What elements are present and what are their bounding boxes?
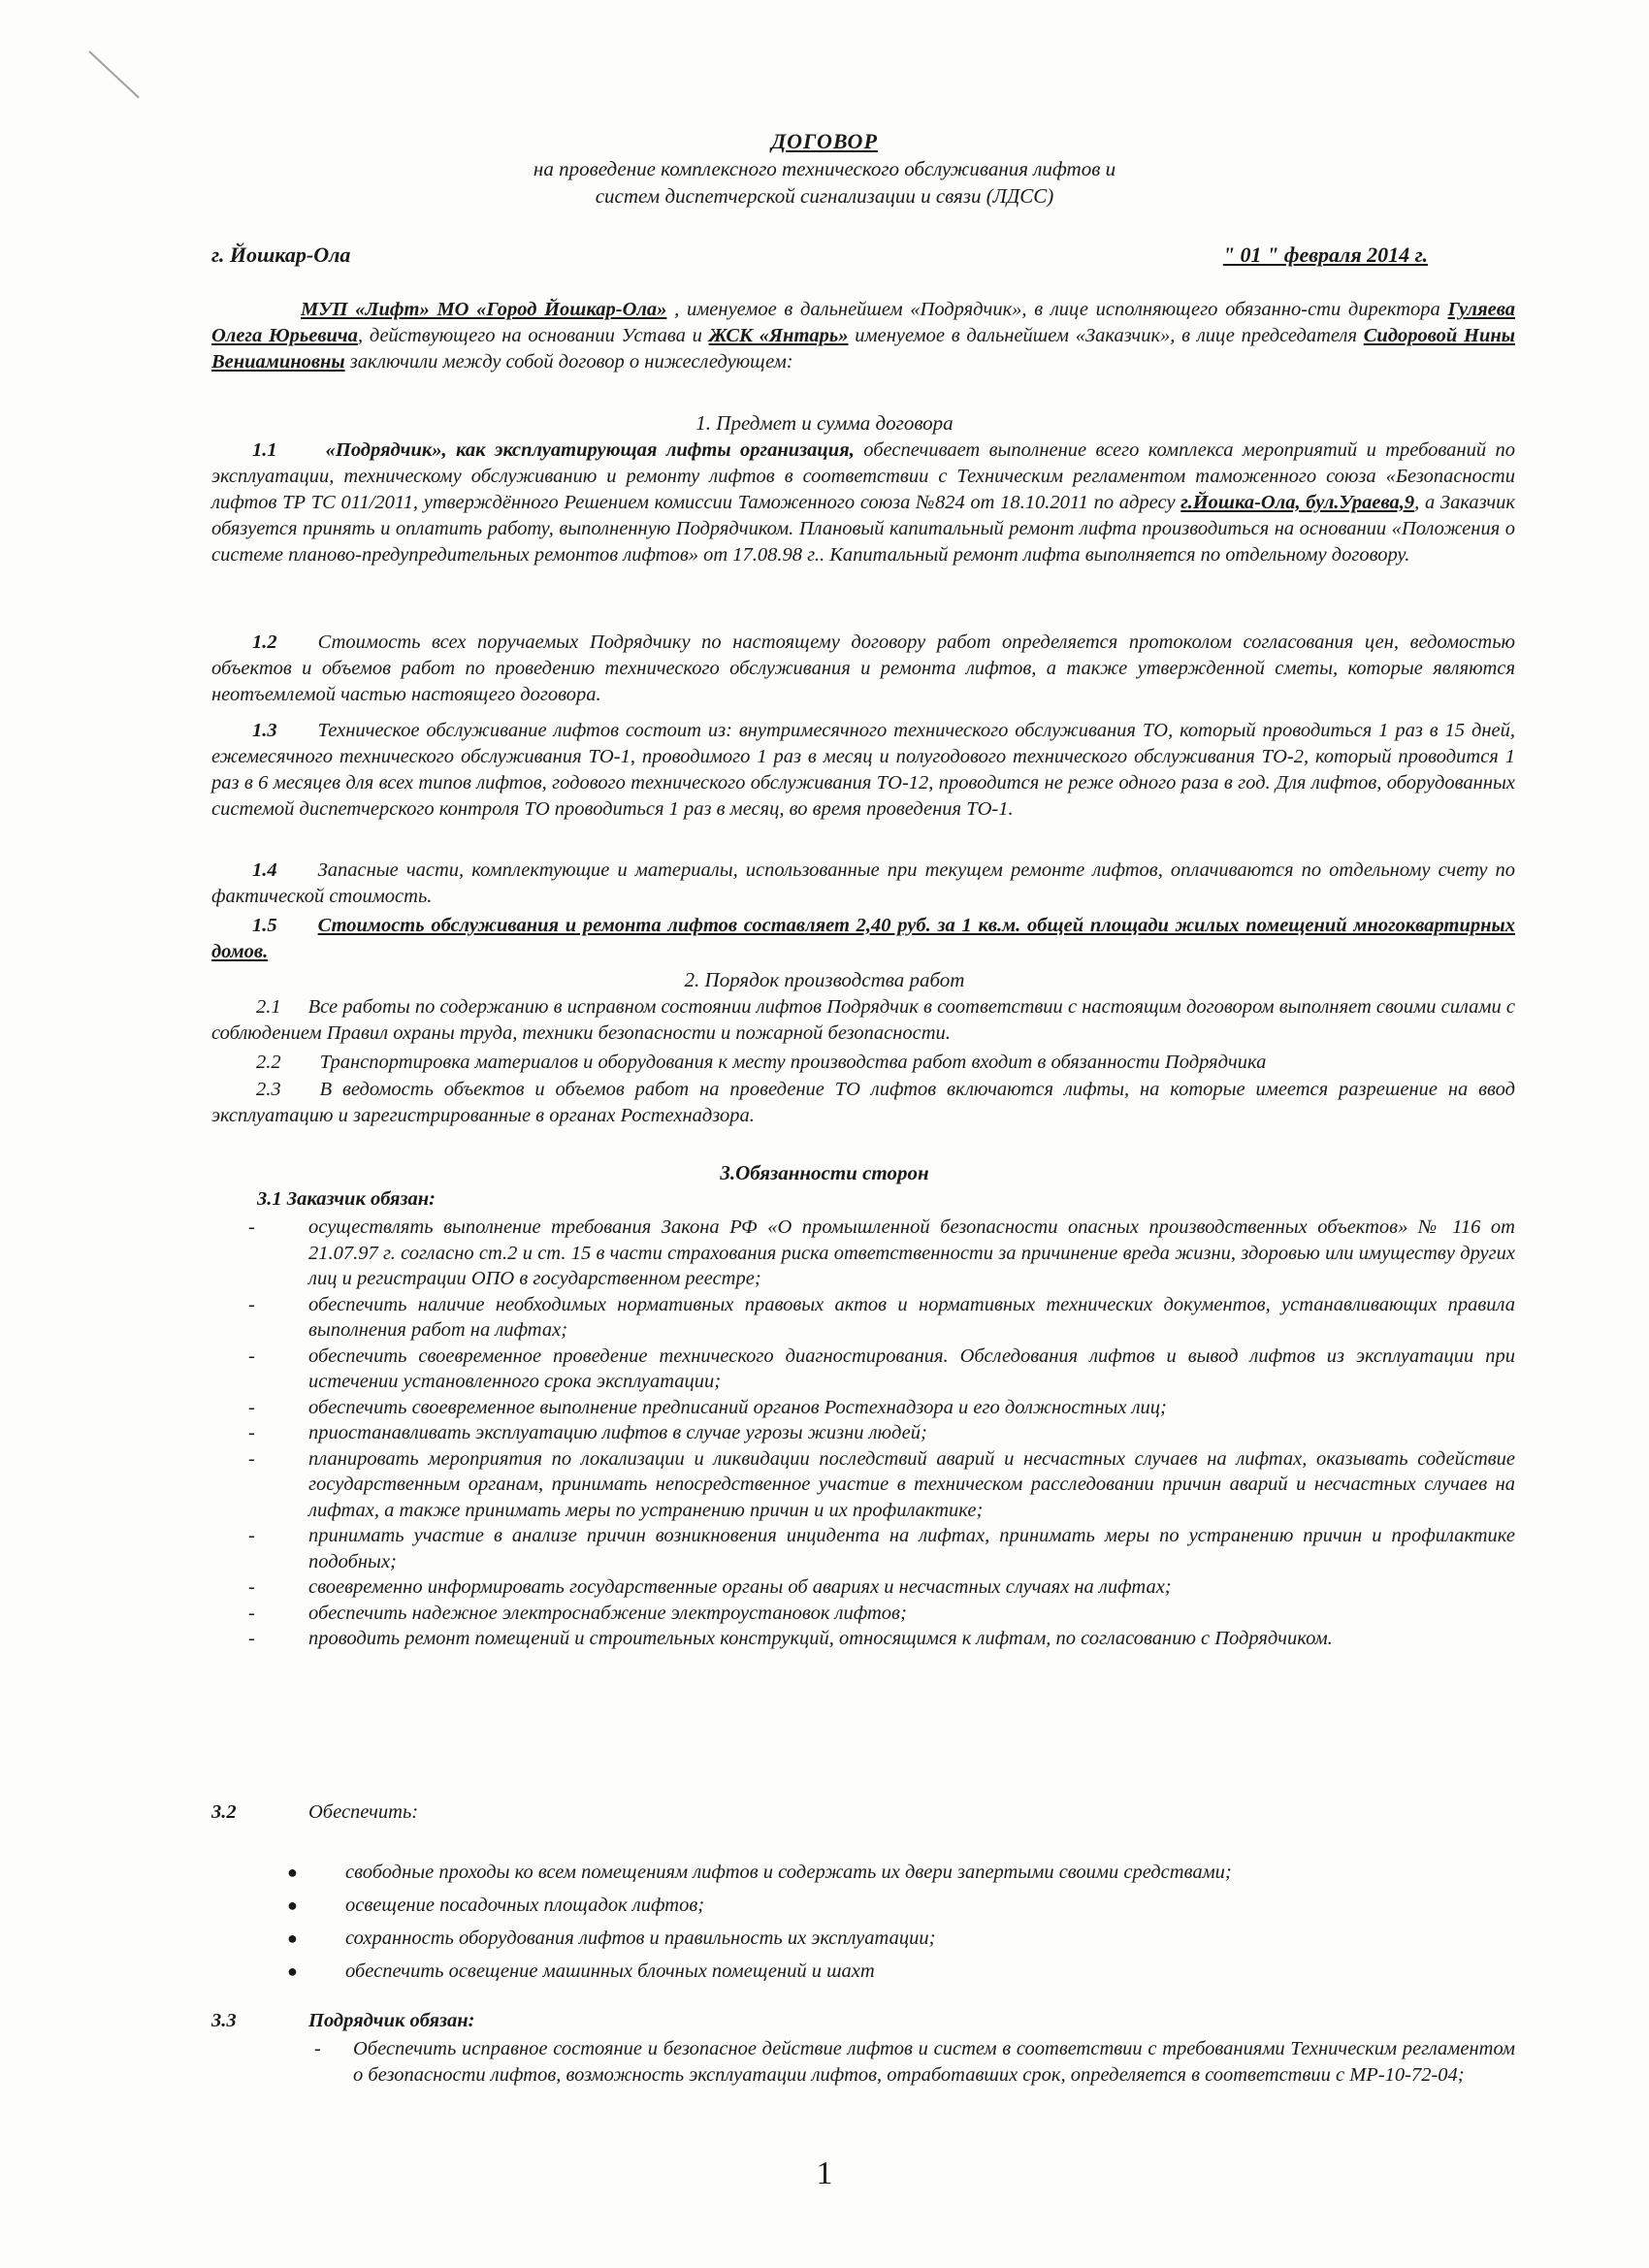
clause-number: 1.3: [252, 720, 277, 741]
list-item: [248, 1446, 1515, 1524]
staple-mark: [88, 50, 140, 98]
list-item-text: проводить ремонт помещений и строительных конструкций, относящимся к лифтам, по согласованию с Подрядчиком.: [308, 1628, 1333, 1649]
clause-text: , а Заказчик обязуется принять и оплатить работу, выполненную Подрядчиком. Плановый капитальный ремонт лифта производиться на основании «Положения о системе планово-предупредительных ремонтов лифтов» от 17.08.98 г.. Капитальный ремонт лифта выполняется по отдельному договору.: [211, 492, 1515, 566]
section-3-heading: 3.Обязанности сторон: [720, 1161, 929, 1184]
clause-2-1: [211, 994, 1515, 1047]
dash-marker: -: [248, 1396, 255, 1418]
clause-number: 2.3: [256, 1079, 281, 1100]
clause-2-3: [211, 1077, 1515, 1129]
section-2-heading: 2. Порядок производства работ: [684, 968, 965, 991]
clause-text: Все работы по содержанию в исправном состоянии лифтов Подрядчик в соответствии с настоящим договором выполняет своими силами с соблюдением Правил охраны труда, техники безопасности и пожарной безопасности.: [211, 996, 1515, 1044]
clause-number: 1.2: [252, 632, 277, 653]
contract-city: г. Йошкар-Ола: [211, 243, 351, 267]
list-item-text: приостанавливать эксплуатацию лифтов в случае угрозы жизни людей;: [308, 1422, 927, 1443]
clause-1-2: [211, 630, 1515, 708]
list-item-text: своевременно информировать государственные органы об авариях и несчастных случаях на лифтах;: [308, 1576, 1172, 1598]
clause-number: 2.2: [256, 1052, 281, 1073]
contract-date: " 01 " февраля 2014 г.: [1222, 243, 1428, 267]
clause-3-2-label: Обеспечить:: [308, 1801, 419, 1823]
service-cost: Стоимость обслуживания и ремонта лифтов составляет 2,40 руб. за 1 кв.м. общей площади жилых помещений многоквартирных домов.: [211, 915, 1515, 962]
clause-text: Запасные части, комплектующие и материалы, использованные при текущем ремонте лифтов, оплачиваются по отдельному счету по фактической стоимость.: [211, 859, 1515, 907]
clause-text: Транспортировка материалов и оборудования к месту производства работ входит в обязанности Подрядчика: [319, 1052, 1267, 1073]
list-item: [248, 1395, 1515, 1421]
list-item: [287, 1856, 1509, 1889]
list-item-text: Обеспечить исправное состояние и безопасное действие лифтов и систем в соответствии с требованиями Техническим регламентом о безопасности лифтов, возможность эксплуатации лифтов, отработавших срок, определяется в соответствии с МР-10-72-04;: [353, 2038, 1515, 2086]
list-item-text: обеспечить надежное электроснабжение электроустановок лифтов;: [308, 1602, 907, 1624]
clause-1-1-bold: «Подрядчик», как эксплуатирующая лифты организация,: [325, 439, 855, 461]
preamble-text: заключили между собой договор о нижеследующем:: [344, 351, 793, 373]
dash-marker: -: [248, 1422, 255, 1443]
list-item-text: планировать мероприятия по локализации и ликвидации последствий аварий и несчастных случаев на лифтах, оказывать содействие государственным органам, принимать непосредственное участие в техническом расследовании причин аварий и несчастных случаев на лифтах, а также принимать меры по устранению причин и их профилактике;: [308, 1447, 1515, 1521]
contractor-name: МУП «Лифт» МО «Город Йошкар-Ола»: [301, 299, 667, 320]
list-item-text: обеспечить освещение машинных блочных помещений и шахт: [345, 1960, 875, 1982]
clause-1-1: [211, 437, 1515, 568]
list-item: [248, 1420, 1515, 1446]
list-item-text: осуществлять выполнение требования Закона РФ «О промышленной безопасности опасных производственных объектов» № 116 от 21.07.97 г. согласно ст.2 и ст. 15 в части страхования риска ответственности за причинение вреда жизни, здоровью или имуществу других лиц и регистрации ОПО в государственном реестре;: [308, 1216, 1515, 1289]
list-item: [248, 1574, 1515, 1601]
list-item: [287, 1922, 1509, 1955]
page-number: 1: [816, 2155, 833, 2191]
list-item-text: обеспечить наличие необходимых нормативных правовых актов и нормативных технических документов, устанавливающих правила выполнения работ на лифтах;: [308, 1293, 1515, 1341]
clause-text: обеспечивает выполнение всего комплекса мероприятий и требований по эксплуатации, техническому обслуживанию и ремонту лифтов в соответствии с Техническим регламентом таможенного союза «Безопасности лифтов ТР ТС 011/2011, утверждённого Решением комиссии Таможенного союза №824 от 18.10.2011 по адресу: [211, 439, 1515, 513]
director-name: Гуляева Олега Юрьевича: [211, 299, 1515, 346]
clause-number: 1.5: [252, 915, 277, 936]
list-item: [248, 1344, 1515, 1395]
contractor-obligations-label: Подрядчик обязан:: [308, 2010, 475, 2031]
dash-marker: -: [248, 1576, 255, 1598]
customer-obligations-label: 3.1 Заказчик обязан:: [257, 1188, 436, 1210]
list-item: [248, 1523, 1515, 1574]
list-item-text: освещение посадочных площадок лифтов;: [345, 1895, 705, 1916]
list-item: [248, 1215, 1515, 1292]
dash-marker: -: [248, 1293, 255, 1315]
dash-marker: -: [314, 2038, 321, 2059]
clause-3-2-number: 3.2: [211, 1801, 237, 1823]
list-item-text: обеспечить своевременное выполнение предписаний органов Ростехнадзора и его должностных лиц;: [308, 1396, 1167, 1418]
clause-3-3-number: 3.3: [211, 2010, 237, 2031]
list-item-text: свободные проходы ко всем помещениям лифтов и содержать их двери запертыми своими средствами;: [345, 1862, 1232, 1883]
dash-marker: -: [248, 1345, 255, 1367]
clause-text: Техническое обслуживание лифтов состоит из: внутримесячного технического обслуживания ТО, который проводиться 1 раз в 15 дней, ежемесячного технического обслуживания ТО-1, проводимого 1 раз в месяц и полугодового технического обслуживания ТО-2, который проводится 1 раз в 6 месяцев для всех типов лифтов, годового технического обслуживания ТО-12, проводится не реже одного раза в год. Для лифтов, оборудованных системой диспетчерского контроля ТО проводиться 1 раз в месяц, во время проведения ТО-1.: [211, 720, 1515, 820]
dash-marker: -: [248, 1447, 255, 1470]
dash-marker: -: [248, 1525, 255, 1546]
list-item: [248, 1601, 1515, 1627]
list-item-text: принимать участие в анализе причин возникновения инцидента на лифтах, принимать меры по устранению причин и профилактике подобных;: [308, 1525, 1515, 1572]
document-title: ДОГОВОР: [771, 129, 878, 153]
bullet-marker: ●: [287, 1928, 298, 1948]
dash-marker: -: [248, 1602, 255, 1624]
section-1-heading: 1. Предмет и сумма договора: [695, 411, 954, 435]
object-address: г.Йошка-Ола, бул.Ураева,9: [1180, 492, 1415, 513]
list-item-text: сохранность оборудования лифтов и правильность их эксплуатации;: [345, 1928, 936, 1949]
customer-name: ЖСК «Янтарь»: [708, 325, 849, 346]
dash-marker: -: [248, 1628, 255, 1649]
clause-number: 2.1: [256, 996, 281, 1018]
document-subtitle-line1: на проведение комплексного технического обслуживания лифтов и: [533, 157, 1116, 180]
contractor-obligations-list: [314, 2036, 1515, 2088]
clause-1-3: [211, 718, 1515, 823]
list-item: [314, 2036, 1515, 2088]
clause-1-4: [211, 858, 1515, 910]
list-item-text: обеспечить своевременное проведение технического диагностирования. Обследования лифтов и вывод лифтов из эксплуатации при истечении установленного срока эксплуатации;: [308, 1345, 1515, 1392]
list-item: [287, 1955, 1509, 1988]
bullet-marker: ●: [287, 1863, 298, 1882]
clause-number: 1.1: [252, 439, 277, 461]
list-item: [248, 1626, 1515, 1652]
list-item: [287, 1889, 1509, 1922]
clause-number: 1.4: [252, 859, 277, 881]
preamble-text: , именуемое в дальнейшем «Подрядчик», в лице исполняющего обязанно-сти директора: [666, 299, 1448, 320]
customer-obligations-list: [248, 1215, 1515, 1652]
clause-text: Стоимость всех поручаемых Подрядчику по настоящему договору работ определяется протоколом согласования цен, ведомостью объектов и объемов работ по проведению технического обслуживания и ремонта лифтов, а также утвержденной сметы, которые являются неотъемлемой частью настоящего договора.: [211, 632, 1515, 705]
preamble-text: именуемое в дальнейшем «Заказчик», в лице председателя: [848, 325, 1364, 346]
dash-marker: -: [248, 1216, 255, 1238]
document-subtitle-line2: систем диспетчерской сигнализации и связи (ЛДСС): [595, 184, 1054, 208]
bullet-marker: ●: [287, 1961, 298, 1981]
preamble-text: , действующего на основании Устава и: [357, 325, 709, 346]
preamble: [211, 297, 1515, 375]
provide-list: [287, 1856, 1509, 1988]
clause-1-5: [211, 913, 1515, 965]
chairman-name: Сидоровой Нины Вениаминовны: [211, 325, 1515, 373]
clause-text: В ведомость объектов и объемов работ на проведение ТО лифтов включаются лифты, на которые имеется разрешение на ввод эксплуатацию и зарегистрированные в органах Ростехнадзора.: [211, 1079, 1515, 1126]
bullet-marker: ●: [287, 1895, 298, 1915]
list-item: [248, 1292, 1515, 1344]
clause-2-2: [211, 1050, 1515, 1076]
